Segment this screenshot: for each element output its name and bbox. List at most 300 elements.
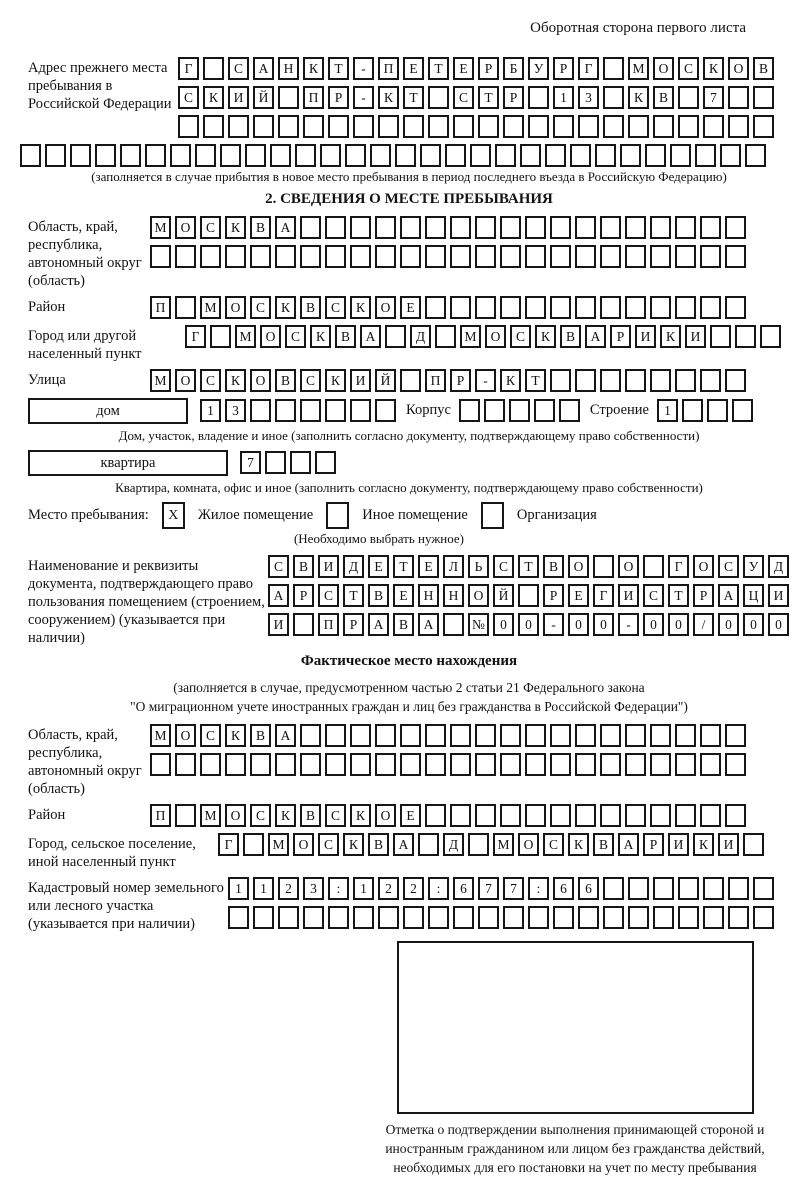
char-cell[interactable]: О: [175, 724, 196, 747]
char-cell[interactable]: Т: [525, 369, 546, 392]
kvartira-field-box[interactable]: квартира: [28, 450, 228, 476]
char-cell[interactable]: А: [360, 325, 381, 348]
char-cell[interactable]: [760, 325, 781, 348]
char-cell[interactable]: [400, 724, 421, 747]
char-cell[interactable]: [625, 724, 646, 747]
char-cell[interactable]: [175, 296, 196, 319]
char-cell[interactable]: Д: [410, 325, 431, 348]
char-cell[interactable]: В: [653, 86, 674, 109]
char-cell[interactable]: [450, 724, 471, 747]
char-cell[interactable]: С: [718, 555, 739, 578]
char-cell[interactable]: 7: [478, 877, 499, 900]
char-cell[interactable]: О: [375, 804, 396, 827]
char-cell[interactable]: [325, 216, 346, 239]
char-cell[interactable]: К: [568, 833, 589, 856]
char-cell[interactable]: [353, 115, 374, 138]
char-cell[interactable]: [484, 399, 505, 422]
char-cell[interactable]: С: [268, 555, 289, 578]
char-cell[interactable]: 0: [743, 613, 764, 636]
char-cell[interactable]: [270, 144, 291, 167]
char-cell[interactable]: Г: [593, 584, 614, 607]
char-cell[interactable]: [645, 144, 666, 167]
char-cell[interactable]: [678, 877, 699, 900]
char-cell[interactable]: [550, 724, 571, 747]
char-cell[interactable]: О: [175, 216, 196, 239]
char-cell[interactable]: С: [325, 296, 346, 319]
char-cell[interactable]: П: [150, 296, 171, 319]
char-cell[interactable]: В: [300, 804, 321, 827]
char-cell[interactable]: [528, 906, 549, 929]
char-cell[interactable]: [175, 804, 196, 827]
char-cell[interactable]: Н: [418, 584, 439, 607]
char-cell[interactable]: Р: [503, 86, 524, 109]
char-cell[interactable]: 1: [657, 399, 678, 422]
char-cell[interactable]: [295, 144, 316, 167]
char-cell[interactable]: [575, 245, 596, 268]
char-cell[interactable]: [728, 86, 749, 109]
char-cell[interactable]: [593, 555, 614, 578]
char-cell[interactable]: Й: [375, 369, 396, 392]
char-cell[interactable]: [650, 216, 671, 239]
char-cell[interactable]: [375, 216, 396, 239]
char-cell[interactable]: В: [250, 216, 271, 239]
char-cell[interactable]: Р: [328, 86, 349, 109]
char-cell[interactable]: [403, 906, 424, 929]
char-cell[interactable]: [250, 245, 271, 268]
char-cell[interactable]: [753, 906, 774, 929]
char-cell[interactable]: [603, 115, 624, 138]
char-cell[interactable]: [595, 144, 616, 167]
char-cell[interactable]: О: [293, 833, 314, 856]
char-cell[interactable]: [350, 245, 371, 268]
char-cell[interactable]: [575, 753, 596, 776]
char-cell[interactable]: [700, 369, 721, 392]
char-cell[interactable]: [20, 144, 41, 167]
char-cell[interactable]: Е: [453, 57, 474, 80]
char-cell[interactable]: И: [268, 613, 289, 636]
char-cell[interactable]: У: [528, 57, 549, 80]
char-cell[interactable]: А: [618, 833, 639, 856]
char-cell[interactable]: 0: [643, 613, 664, 636]
char-cell[interactable]: 0: [593, 613, 614, 636]
char-cell[interactable]: А: [718, 584, 739, 607]
char-cell[interactable]: [735, 325, 756, 348]
char-cell[interactable]: [575, 804, 596, 827]
char-cell[interactable]: [445, 144, 466, 167]
char-cell[interactable]: 0: [718, 613, 739, 636]
char-cell[interactable]: [353, 906, 374, 929]
char-cell[interactable]: [253, 906, 274, 929]
char-cell[interactable]: В: [543, 555, 564, 578]
char-cell[interactable]: [278, 86, 299, 109]
char-cell[interactable]: М: [268, 833, 289, 856]
char-cell[interactable]: [170, 144, 191, 167]
char-cell[interactable]: П: [318, 613, 339, 636]
char-cell[interactable]: В: [335, 325, 356, 348]
char-cell[interactable]: [743, 833, 764, 856]
char-cell[interactable]: 6: [553, 877, 574, 900]
char-cell[interactable]: [625, 216, 646, 239]
char-cell[interactable]: [370, 144, 391, 167]
char-cell[interactable]: [725, 216, 746, 239]
char-cell[interactable]: К: [275, 296, 296, 319]
char-cell[interactable]: И: [228, 86, 249, 109]
char-cell[interactable]: А: [275, 724, 296, 747]
char-cell[interactable]: К: [275, 804, 296, 827]
char-cell[interactable]: [518, 584, 539, 607]
char-cell[interactable]: [325, 724, 346, 747]
char-cell[interactable]: [728, 115, 749, 138]
char-cell[interactable]: [725, 296, 746, 319]
char-cell[interactable]: [345, 144, 366, 167]
char-cell[interactable]: И: [635, 325, 656, 348]
char-cell[interactable]: В: [368, 833, 389, 856]
char-cell[interactable]: [325, 399, 346, 422]
char-cell[interactable]: [525, 296, 546, 319]
char-cell[interactable]: Н: [443, 584, 464, 607]
char-cell[interactable]: 3: [578, 86, 599, 109]
char-cell[interactable]: [703, 906, 724, 929]
char-cell[interactable]: [603, 877, 624, 900]
char-cell[interactable]: [678, 115, 699, 138]
char-cell[interactable]: О: [693, 555, 714, 578]
char-cell[interactable]: 1: [228, 877, 249, 900]
char-cell[interactable]: [650, 804, 671, 827]
char-cell[interactable]: [350, 399, 371, 422]
char-cell[interactable]: [600, 724, 621, 747]
char-cell[interactable]: А: [418, 613, 439, 636]
char-cell[interactable]: М: [150, 369, 171, 392]
char-cell[interactable]: [425, 296, 446, 319]
char-cell[interactable]: [375, 724, 396, 747]
char-cell[interactable]: :: [428, 877, 449, 900]
char-cell[interactable]: Т: [668, 584, 689, 607]
char-cell[interactable]: [625, 804, 646, 827]
char-cell[interactable]: [45, 144, 66, 167]
char-cell[interactable]: [435, 325, 456, 348]
checkbox-organizatsiya[interactable]: [481, 502, 504, 529]
char-cell[interactable]: [625, 296, 646, 319]
char-cell[interactable]: [509, 399, 530, 422]
char-cell[interactable]: 7: [240, 451, 261, 474]
char-cell[interactable]: [553, 115, 574, 138]
char-cell[interactable]: [703, 877, 724, 900]
char-cell[interactable]: [475, 753, 496, 776]
char-cell[interactable]: Р: [450, 369, 471, 392]
char-cell[interactable]: [653, 906, 674, 929]
char-cell[interactable]: [375, 753, 396, 776]
char-cell[interactable]: И: [718, 833, 739, 856]
char-cell[interactable]: [278, 906, 299, 929]
char-cell[interactable]: Р: [693, 584, 714, 607]
char-cell[interactable]: А: [393, 833, 414, 856]
char-cell[interactable]: М: [493, 833, 514, 856]
char-cell[interactable]: [420, 144, 441, 167]
char-cell[interactable]: С: [318, 584, 339, 607]
char-cell[interactable]: [675, 216, 696, 239]
char-cell[interactable]: 0: [518, 613, 539, 636]
char-cell[interactable]: [350, 216, 371, 239]
char-cell[interactable]: [725, 753, 746, 776]
char-cell[interactable]: [600, 804, 621, 827]
char-cell[interactable]: Г: [578, 57, 599, 80]
char-cell[interactable]: [525, 724, 546, 747]
char-cell[interactable]: К: [628, 86, 649, 109]
char-cell[interactable]: [328, 906, 349, 929]
char-cell[interactable]: Т: [518, 555, 539, 578]
char-cell[interactable]: И: [668, 833, 689, 856]
char-cell[interactable]: [725, 804, 746, 827]
char-cell[interactable]: [428, 906, 449, 929]
char-cell[interactable]: 0: [493, 613, 514, 636]
char-cell[interactable]: [550, 296, 571, 319]
char-cell[interactable]: [603, 57, 624, 80]
char-cell[interactable]: [453, 906, 474, 929]
char-cell[interactable]: К: [535, 325, 556, 348]
char-cell[interactable]: С: [178, 86, 199, 109]
char-cell[interactable]: 1: [353, 877, 374, 900]
char-cell[interactable]: О: [518, 833, 539, 856]
char-cell[interactable]: К: [350, 296, 371, 319]
char-cell[interactable]: И: [768, 584, 789, 607]
char-cell[interactable]: [203, 57, 224, 80]
char-cell[interactable]: В: [753, 57, 774, 80]
char-cell[interactable]: [675, 245, 696, 268]
char-cell[interactable]: Е: [418, 555, 439, 578]
char-cell[interactable]: [678, 86, 699, 109]
char-cell[interactable]: [550, 369, 571, 392]
char-cell[interactable]: Р: [478, 57, 499, 80]
char-cell[interactable]: Й: [253, 86, 274, 109]
char-cell[interactable]: [500, 753, 521, 776]
char-cell[interactable]: [150, 245, 171, 268]
char-cell[interactable]: 3: [303, 877, 324, 900]
char-cell[interactable]: [475, 245, 496, 268]
char-cell[interactable]: К: [343, 833, 364, 856]
char-cell[interactable]: О: [653, 57, 674, 80]
char-cell[interactable]: К: [660, 325, 681, 348]
char-cell[interactable]: [628, 906, 649, 929]
char-cell[interactable]: Е: [568, 584, 589, 607]
char-cell[interactable]: [550, 753, 571, 776]
char-cell[interactable]: [425, 245, 446, 268]
char-cell[interactable]: 1: [253, 877, 274, 900]
char-cell[interactable]: 2: [403, 877, 424, 900]
char-cell[interactable]: [650, 369, 671, 392]
char-cell[interactable]: М: [200, 804, 221, 827]
char-cell[interactable]: [725, 369, 746, 392]
char-cell[interactable]: [275, 399, 296, 422]
char-cell[interactable]: С: [678, 57, 699, 80]
char-cell[interactable]: [475, 804, 496, 827]
char-cell[interactable]: :: [528, 877, 549, 900]
char-cell[interactable]: С: [493, 555, 514, 578]
char-cell[interactable]: [200, 753, 221, 776]
char-cell[interactable]: М: [235, 325, 256, 348]
char-cell[interactable]: П: [425, 369, 446, 392]
char-cell[interactable]: [375, 399, 396, 422]
char-cell[interactable]: О: [225, 804, 246, 827]
char-cell[interactable]: [120, 144, 141, 167]
char-cell[interactable]: [534, 399, 555, 422]
char-cell[interactable]: [475, 724, 496, 747]
char-cell[interactable]: [253, 115, 274, 138]
char-cell[interactable]: [650, 296, 671, 319]
char-cell[interactable]: А: [253, 57, 274, 80]
char-cell[interactable]: [710, 325, 731, 348]
char-cell[interactable]: [643, 555, 664, 578]
char-cell[interactable]: К: [203, 86, 224, 109]
char-cell[interactable]: [145, 144, 166, 167]
char-cell[interactable]: [300, 399, 321, 422]
char-cell[interactable]: [603, 86, 624, 109]
char-cell[interactable]: В: [250, 724, 271, 747]
char-cell[interactable]: А: [585, 325, 606, 348]
char-cell[interactable]: 3: [225, 399, 246, 422]
char-cell[interactable]: А: [275, 216, 296, 239]
char-cell[interactable]: [418, 833, 439, 856]
char-cell[interactable]: В: [393, 613, 414, 636]
char-cell[interactable]: 1: [200, 399, 221, 422]
char-cell[interactable]: [525, 804, 546, 827]
char-cell[interactable]: 6: [453, 877, 474, 900]
char-cell[interactable]: [700, 245, 721, 268]
char-cell[interactable]: [453, 115, 474, 138]
char-cell[interactable]: [468, 833, 489, 856]
char-cell[interactable]: [525, 216, 546, 239]
char-cell[interactable]: [545, 144, 566, 167]
char-cell[interactable]: [725, 724, 746, 747]
char-cell[interactable]: В: [300, 296, 321, 319]
char-cell[interactable]: И: [350, 369, 371, 392]
char-cell[interactable]: 6: [578, 877, 599, 900]
char-cell[interactable]: [575, 369, 596, 392]
char-cell[interactable]: [720, 144, 741, 167]
char-cell[interactable]: [350, 724, 371, 747]
char-cell[interactable]: [228, 906, 249, 929]
char-cell[interactable]: [400, 369, 421, 392]
char-cell[interactable]: [682, 399, 703, 422]
char-cell[interactable]: О: [260, 325, 281, 348]
char-cell[interactable]: П: [150, 804, 171, 827]
char-cell[interactable]: [578, 906, 599, 929]
char-cell[interactable]: П: [378, 57, 399, 80]
char-cell[interactable]: [728, 906, 749, 929]
char-cell[interactable]: Е: [400, 804, 421, 827]
char-cell[interactable]: К: [325, 369, 346, 392]
char-cell[interactable]: /: [693, 613, 714, 636]
char-cell[interactable]: [395, 144, 416, 167]
char-cell[interactable]: 1: [553, 86, 574, 109]
char-cell[interactable]: Г: [178, 57, 199, 80]
char-cell[interactable]: 0: [668, 613, 689, 636]
char-cell[interactable]: Т: [478, 86, 499, 109]
char-cell[interactable]: М: [628, 57, 649, 80]
char-cell[interactable]: И: [685, 325, 706, 348]
char-cell[interactable]: [428, 115, 449, 138]
char-cell[interactable]: [475, 296, 496, 319]
char-cell[interactable]: [570, 144, 591, 167]
char-cell[interactable]: С: [510, 325, 531, 348]
char-cell[interactable]: К: [703, 57, 724, 80]
char-cell[interactable]: Г: [668, 555, 689, 578]
char-cell[interactable]: [600, 245, 621, 268]
char-cell[interactable]: [675, 804, 696, 827]
char-cell[interactable]: Т: [393, 555, 414, 578]
char-cell[interactable]: 0: [568, 613, 589, 636]
char-cell[interactable]: [675, 369, 696, 392]
char-cell[interactable]: Р: [293, 584, 314, 607]
char-cell[interactable]: [728, 877, 749, 900]
char-cell[interactable]: М: [460, 325, 481, 348]
char-cell[interactable]: [753, 115, 774, 138]
char-cell[interactable]: К: [500, 369, 521, 392]
char-cell[interactable]: [278, 115, 299, 138]
char-cell[interactable]: Т: [428, 57, 449, 80]
char-cell[interactable]: О: [485, 325, 506, 348]
char-cell[interactable]: В: [368, 584, 389, 607]
char-cell[interactable]: 2: [278, 877, 299, 900]
checkbox-inoe[interactable]: [326, 502, 349, 529]
char-cell[interactable]: [600, 369, 621, 392]
char-cell[interactable]: [625, 753, 646, 776]
char-cell[interactable]: Т: [328, 57, 349, 80]
char-cell[interactable]: [500, 804, 521, 827]
char-cell[interactable]: [670, 144, 691, 167]
char-cell[interactable]: В: [293, 555, 314, 578]
char-cell[interactable]: Е: [368, 555, 389, 578]
char-cell[interactable]: К: [350, 804, 371, 827]
char-cell[interactable]: О: [175, 369, 196, 392]
char-cell[interactable]: М: [150, 216, 171, 239]
char-cell[interactable]: :: [328, 877, 349, 900]
char-cell[interactable]: [528, 115, 549, 138]
char-cell[interactable]: К: [225, 724, 246, 747]
char-cell[interactable]: [225, 753, 246, 776]
char-cell[interactable]: [210, 325, 231, 348]
char-cell[interactable]: [425, 753, 446, 776]
char-cell[interactable]: О: [375, 296, 396, 319]
char-cell[interactable]: В: [593, 833, 614, 856]
char-cell[interactable]: Д: [443, 833, 464, 856]
char-cell[interactable]: [275, 245, 296, 268]
char-cell[interactable]: [450, 804, 471, 827]
char-cell[interactable]: С: [543, 833, 564, 856]
char-cell[interactable]: О: [618, 555, 639, 578]
char-cell[interactable]: С: [325, 804, 346, 827]
char-cell[interactable]: [475, 216, 496, 239]
char-cell[interactable]: [703, 115, 724, 138]
char-cell[interactable]: [700, 216, 721, 239]
char-cell[interactable]: [275, 753, 296, 776]
char-cell[interactable]: [707, 399, 728, 422]
char-cell[interactable]: С: [200, 369, 221, 392]
char-cell[interactable]: [732, 399, 753, 422]
char-cell[interactable]: С: [318, 833, 339, 856]
char-cell[interactable]: С: [285, 325, 306, 348]
char-cell[interactable]: №: [468, 613, 489, 636]
char-cell[interactable]: Н: [278, 57, 299, 80]
char-cell[interactable]: [150, 753, 171, 776]
char-cell[interactable]: Л: [443, 555, 464, 578]
char-cell[interactable]: [528, 86, 549, 109]
char-cell[interactable]: [478, 115, 499, 138]
char-cell[interactable]: [625, 369, 646, 392]
char-cell[interactable]: [650, 245, 671, 268]
char-cell[interactable]: [700, 804, 721, 827]
char-cell[interactable]: [443, 613, 464, 636]
char-cell[interactable]: С: [300, 369, 321, 392]
